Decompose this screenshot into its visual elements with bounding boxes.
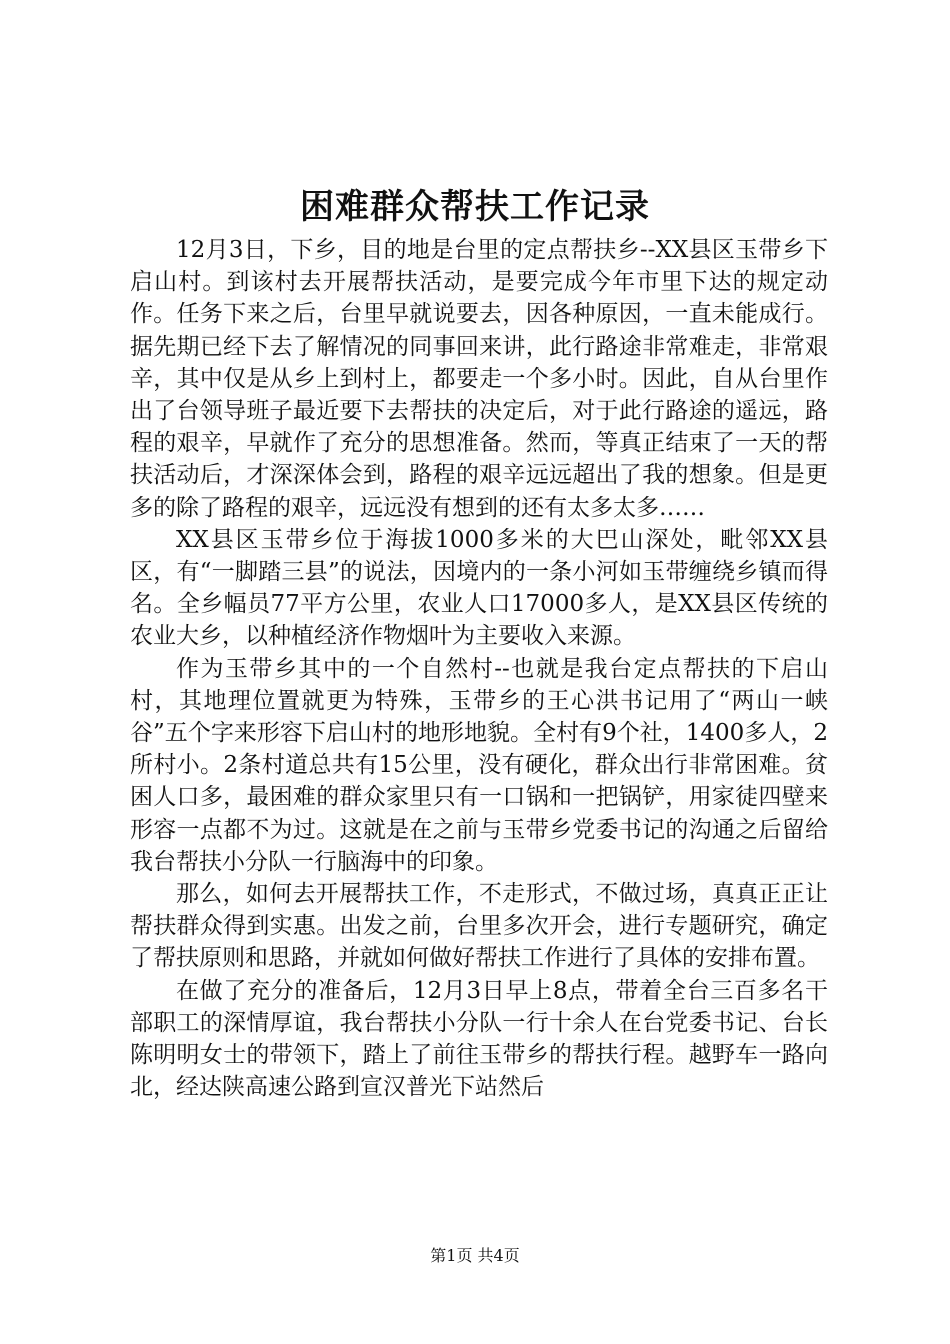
- paragraph-2: XX县区玉带乡位于海拔1000多米的大巴山深处，毗邻XX县区，有“一脚踏三县”的说法，因境内的一条小河如玉带缠绕乡镇而得名。全乡幅员77平方公里，农业人口17000多人，是XX县区传统的农业大乡，以种植经济作物烟叶为主要收入来源。: [130, 526, 828, 650]
- paragraph-5: 在做了充分的准备后，12月3日早上8点，带着全台三百多名干部职工的深情厚谊，我台帮扶小分队一行十余人在台党委书记、台长陈明明女士的带领下，踏上了前往玉带乡的帮扶行程。越野车一路向北，经达陕高速公路到宣汉普光下站然后: [130, 977, 828, 1101]
- paragraph-3: 作为玉带乡其中的一个自然村--也就是我台定点帮扶的下启山村，其地理位置就更为特殊，玉带乡的王心洪书记用了“两山一峡谷”五个字来形容下启山村的地形地貌。全村有9个社，1400多人，2所村小。2条村道总共有15公里，没有硬化，群众出行非常困难。贫困人口多，最困难的群众家里只有一口锅和一把锅铲，用家徒四壁来形容一点都不为过。这就是在之前与玉带乡党委书记的沟通之后留给我台帮扶小分队一行脑海中的印象。: [130, 655, 828, 875]
- document-title: 困难群众帮扶工作记录: [300, 187, 650, 227]
- paragraph-4: 那么，如何去开展帮扶工作，不走形式，不做过场，真真正正让帮扶群众得到实惠。出发之前，台里多次开会，进行专题研究，确定了帮扶原则和思路，并就如何做好帮扶工作进行了具体的安排布置。: [130, 881, 828, 972]
- document-body: [130, 234, 828, 1103]
- page-number-footer: 第1页 共4页: [430, 1246, 520, 1265]
- paragraph-1: 12月3日，下乡，目的地是台里的定点帮扶乡--XX县区玉带乡下启山村。到该村去开展帮扶活动，是要完成今年市里下达的规定动作。任务下来之后，台里早就说要去，因各种原因，一直未能成行。据先期已经下去了解情况的同事回来讲，此行路途非常难走，非常艰辛，其中仅是从乡上到村上，都要走一个多小时。因此，自从台里作出了台领导班子最近要下去帮扶的决定后，对于此行路途的遥远，路程的艰辛，早就作了充分的思想准备。然而，等真正结束了一天的帮扶活动后，才深深体会到，路程的艰辛远远超出了我的想象。但是更多的除了路程的艰辛，远远没有想到的还有太多太多……: [130, 237, 828, 521]
